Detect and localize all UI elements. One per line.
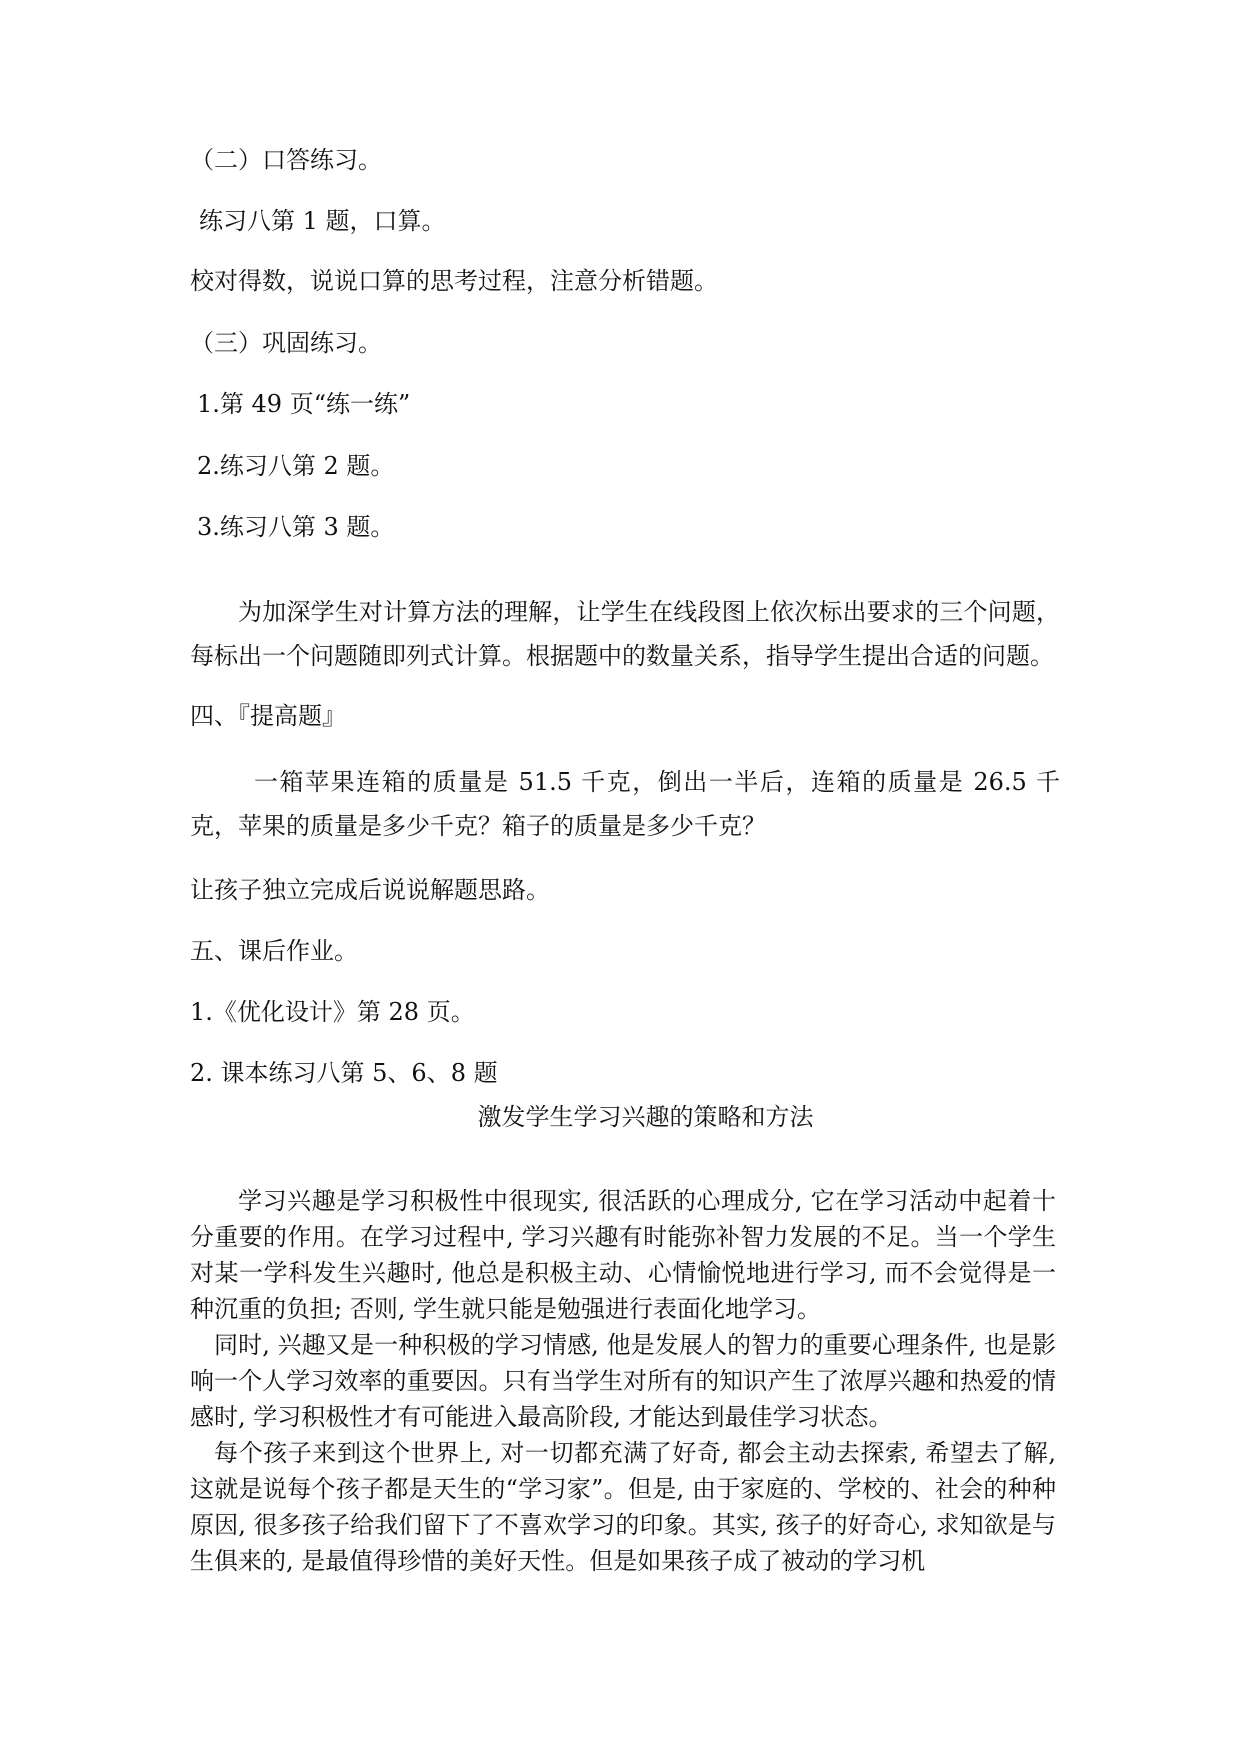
homework-item: 2. 课本练习八第 5、6、8 题 xyxy=(190,1059,498,1087)
instruction-line: 校对得数，说说口算的思考过程，注意分析错题。 xyxy=(190,267,718,295)
essay-body xyxy=(190,1183,1056,1579)
section-heading-advanced: 四、『提高题』 xyxy=(190,702,346,730)
instruction-line: 让孩子独立完成后说说解题思路。 xyxy=(190,876,550,904)
essay-paragraph: 学习兴趣是学习积极性中很现实, 很活跃的心理成分, 它在学习活动中起着十分重要的作用。在学习过程中, 学习兴趣有时能弥补智力发展的不足。当一个学生对某一学科发生兴趣时, 他总是积极主动、心情愉悦地进行学习, 而不会觉得是一种沉重的负担; 否则, 学生就只能是勉强进行表面化地学习。 xyxy=(190,1187,1056,1323)
teaching-note-paragraph: 为加深学生对计算方法的理解，让学生在线段图上依次标出要求的三个问题，每标出一个问题随即列式计算。根据题中的数量关系，指导学生提出合适的问题。 xyxy=(190,598,1060,670)
list-item: 2.练习八第 2 题。 xyxy=(197,452,395,480)
section-heading-consolidation: （三）巩固练习。 xyxy=(190,329,382,357)
section-heading-oral-practice: （二）口答练习。 xyxy=(190,146,382,174)
list-item: 3.练习八第 3 题。 xyxy=(197,513,395,541)
exercise-line: 练习八第 1 题，口算。 xyxy=(199,207,446,235)
essay-paragraph: 每个孩子来到这个世界上, 对一切都充满了好奇, 都会主动去探索, 希望去了解, 这就是说每个孩子都是天生的“学习家”。但是, 由于家庭的、学校的、社会的种种原因, 很多孩子给我们留下了不喜欢学习的印象。其实, 孩子的好奇心, 求知欲是与生俱来的, 是最值得珍惜的美好天性。但是如果孩子成了被动的学习机 xyxy=(190,1439,1056,1575)
list-item: 1.第 49 页“练一练” xyxy=(197,390,411,418)
homework-item: 1.《优化设计》第 28 页。 xyxy=(190,998,475,1026)
problem-paragraph: 一箱苹果连箱的质量是 51.5 千克，倒出一半后，连箱的质量是 26.5 千克，苹果的质量是多少千克？箱子的质量是多少千克？ xyxy=(190,768,1060,840)
section-heading-homework: 五、课后作业。 xyxy=(190,937,358,965)
essay-title: 激发学生学习兴趣的策略和方法 xyxy=(477,1103,814,1131)
essay-paragraph: 同时, 兴趣又是一种积极的学习情感, 他是发展人的智力的重要心理条件, 也是影响一个人学习效率的重要因。只有当学生对所有的知识产生了浓厚兴趣和热爱的情感时, 学习积极性才有可能进入最高阶段, 才能达到最佳学习状态。 xyxy=(190,1331,1056,1431)
